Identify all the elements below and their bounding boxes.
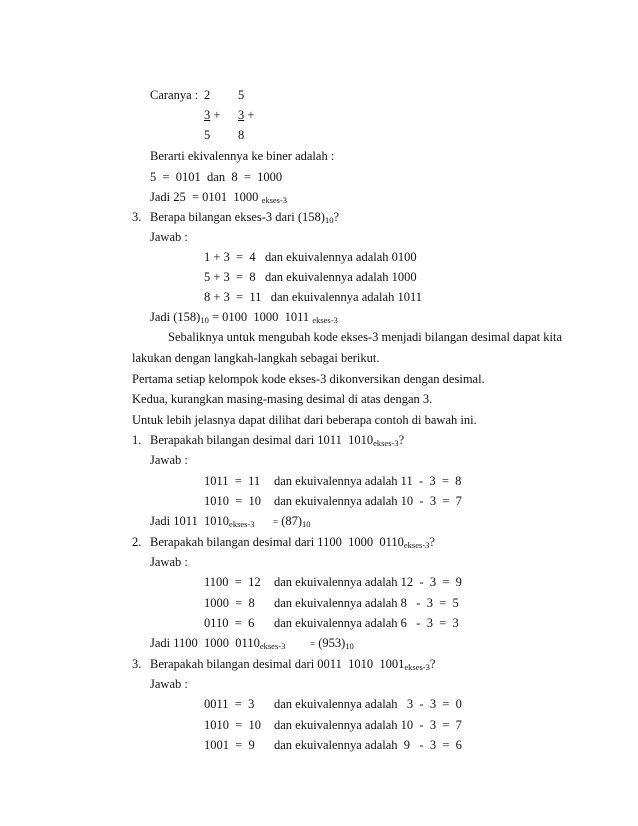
ex2-row-1-left: 1100 = 12: [204, 575, 261, 589]
ex1-question: Berapakah bilangan desimal dari 1011 $1010_{ekses-3}$?: [150, 433, 405, 448]
ex2-row-3-right: dan ekuivalennya adalah 6 - 3 = 3: [274, 616, 459, 630]
ex2-row-2-right: dan ekuivalennya adalah 8 - 3 = 5: [274, 596, 459, 610]
ex2-jawab: Jawab :: [150, 555, 188, 569]
ex3-jawab: Jawab :: [150, 677, 188, 691]
q3-line-3: 8 + 3 = 11 dan ekuivalennya adalah 1011: [204, 290, 422, 304]
binary-result: Jadi 25 = 0101 1000 $_{ekses-3}$: [150, 190, 288, 205]
ex3-row-2-left: 1010 = 10: [204, 718, 262, 732]
ex1-jawab: Jawab :: [150, 453, 188, 467]
para-line-3: Pertama setiap kelompok kode ekses-3 dikonversikan dengan desimal.: [132, 372, 485, 386]
binary-intro: Berarti ekivalennya ke biner adalah :: [150, 149, 335, 163]
ex1-result-value: = $(87)_{10}$: [273, 514, 311, 529]
ex2-result: Jadi 1100 1000 $0110_{ekses-3}$: [150, 636, 286, 651]
para-line-1: Sebaliknya untuk mengubah kode ekses-3 menjadi bilangan desimal dapat kita: [168, 330, 562, 344]
ex1-number: 1.: [132, 433, 142, 447]
ex3-number: 3.: [132, 657, 142, 671]
ex1-row-2-left: 1010 = 10: [204, 494, 262, 508]
ex3-row-1-left: 0011 = 3: [204, 697, 255, 711]
ex3-row-3-left: 1001 = 9: [204, 738, 255, 752]
q3-question: Berapa bilangan ekses-3 dari $(158)_{10}$?: [150, 210, 339, 225]
caranya-col1-sum: 5: [204, 128, 211, 142]
caranya-col1-top: 2: [204, 88, 211, 102]
caranya-col2-sum: 8: [238, 128, 245, 142]
ex1-result: Jadi 1011 $1010_{ekses-3}$: [150, 514, 255, 529]
binary-eq: 5 = 0101 dan 8 = 1000: [150, 170, 283, 184]
ex3-row-2-right: dan ekuivalennya adalah 10 - 3 = 7: [274, 718, 462, 732]
q3-line-2: 5 + 3 = 8 dan ekuivalennya adalah 1000: [204, 270, 417, 284]
q3-result: Jadi $(158)_{10} = 0100$ 1000 1011 $_{ekses-3}$: [150, 310, 338, 325]
ex3-question: Berapakah bilangan desimal dari 0011 1010 $1001_{ekses-3}$?: [150, 657, 436, 672]
q3-jawab: Jawab :: [150, 230, 188, 244]
ex3-row-3-right: dan ekuivalennya adalah 9 - 3 = 6: [274, 738, 462, 752]
ex2-row-1-right: dan ekuivalennya adalah 12 - 3 = 9: [274, 575, 462, 589]
para-line-4: Kedua, kurangkan masing-masing desimal di atas dengan 3.: [132, 392, 433, 406]
q3-number: 3.: [132, 210, 142, 224]
ex1-row-1-left: 1011 = 11: [204, 474, 261, 488]
caranya-label: Caranya :: [150, 88, 199, 102]
caranya-col2-top: 5: [238, 88, 245, 102]
ex2-result-value: = $(953)_{10}$: [310, 636, 354, 651]
caranya-col2-addend: 3 +: [238, 108, 255, 122]
q3-line-1: 1 + 3 = 4 dan ekuivalennya adalah 0100: [204, 250, 417, 264]
ex1-row-1-right: dan ekuivalennya adalah 11 - 3 = 8: [274, 474, 462, 488]
ex2-number: 2.: [132, 535, 142, 549]
para-line-5: Untuk lebih jelasnya dapat dilihat dari beberapa contoh di bawah ini.: [132, 413, 477, 427]
caranya-col1-addend: 3 +: [204, 108, 221, 122]
ex2-row-2-left: 1000 = 8: [204, 596, 255, 610]
ex2-row-3-left: 0110 = 6: [204, 616, 255, 630]
ex1-row-2-right: dan ekuivalennya adalah 10 - 3 = 7: [274, 494, 462, 508]
ex2-question: Berapakah bilangan desimal dari 1100 1000 $0110_{ekses-3}$?: [150, 535, 435, 550]
ex3-row-1-right: dan ekuivalennya adalah 3 - 3 = 0: [274, 697, 462, 711]
para-line-2: lakukan dengan langkah-langkah sebagai berikut.: [132, 351, 380, 365]
